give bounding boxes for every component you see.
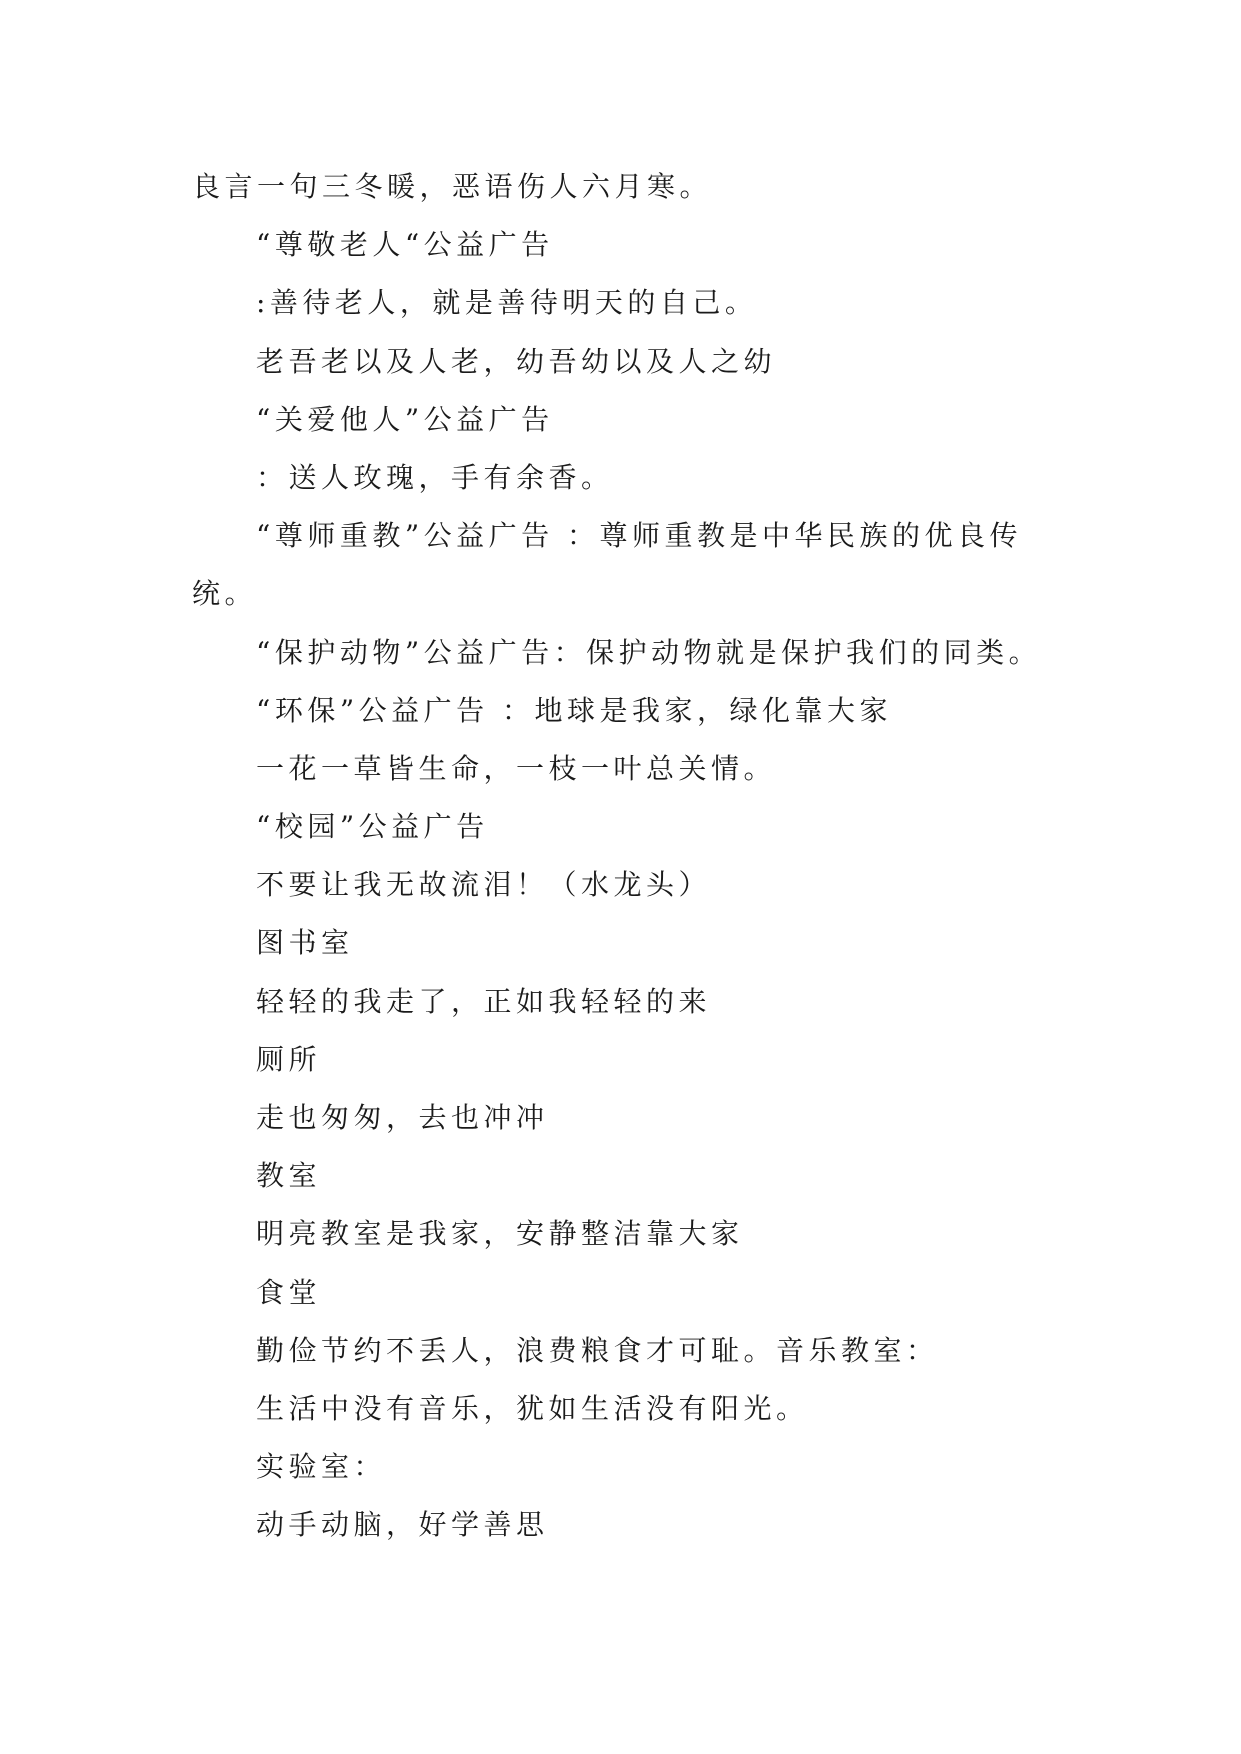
paragraph: “环保”公益广告 ：地球是我家，绿化靠大家 [256,693,893,727]
paragraph: 明亮教室是我家，安静整洁靠大家 [256,1217,744,1251]
paragraph: 厕所 [256,1042,322,1076]
paragraph: “关爱他人”公益广告 [256,402,554,436]
paragraph: 图书室 [256,926,354,960]
paragraph: 生活中没有音乐，犹如生活没有阳光。 [256,1391,809,1425]
paragraph: ：送人玫瑰，手有余香。 [256,460,614,494]
paragraph: 勤俭节约不丢人，浪费粮食才可耻。音乐教室： [256,1333,939,1367]
paragraph: :善待老人，就是善待明天的自己。 [256,286,758,320]
paragraph: “尊师重教”公益广告 ：尊师重教是中华民族的优良传统。 [192,519,1023,611]
paragraph: 教室 [256,1159,322,1193]
paragraph: “尊敬老人“公益广告 [256,228,554,262]
paragraph: 老吾老以及人老，幼吾幼以及人之幼 [256,344,777,378]
paragraph: 良言一句三冬暖，恶语伤人六月寒。 [192,170,713,203]
paragraph: 食堂 [256,1275,322,1309]
paragraph: 走也匆匆，去也冲冲 [256,1101,549,1135]
paragraph: 实验室： [256,1450,387,1484]
paragraph: 一花一草皆生命，一枝一叶总关情。 [256,751,777,785]
paragraph: “校园”公益广告 [256,810,489,844]
paragraph: 不要让我无故流泪！（水龙头） [256,868,712,902]
paragraph: 轻轻的我走了，正如我轻轻的来 [256,984,712,1018]
paragraph: 动手动脑，好学善思 [256,1508,549,1542]
paragraph: “保护动物”公益广告：保护动物就是保护我们的同类。 [256,635,1042,669]
document-body [192,158,1072,1555]
